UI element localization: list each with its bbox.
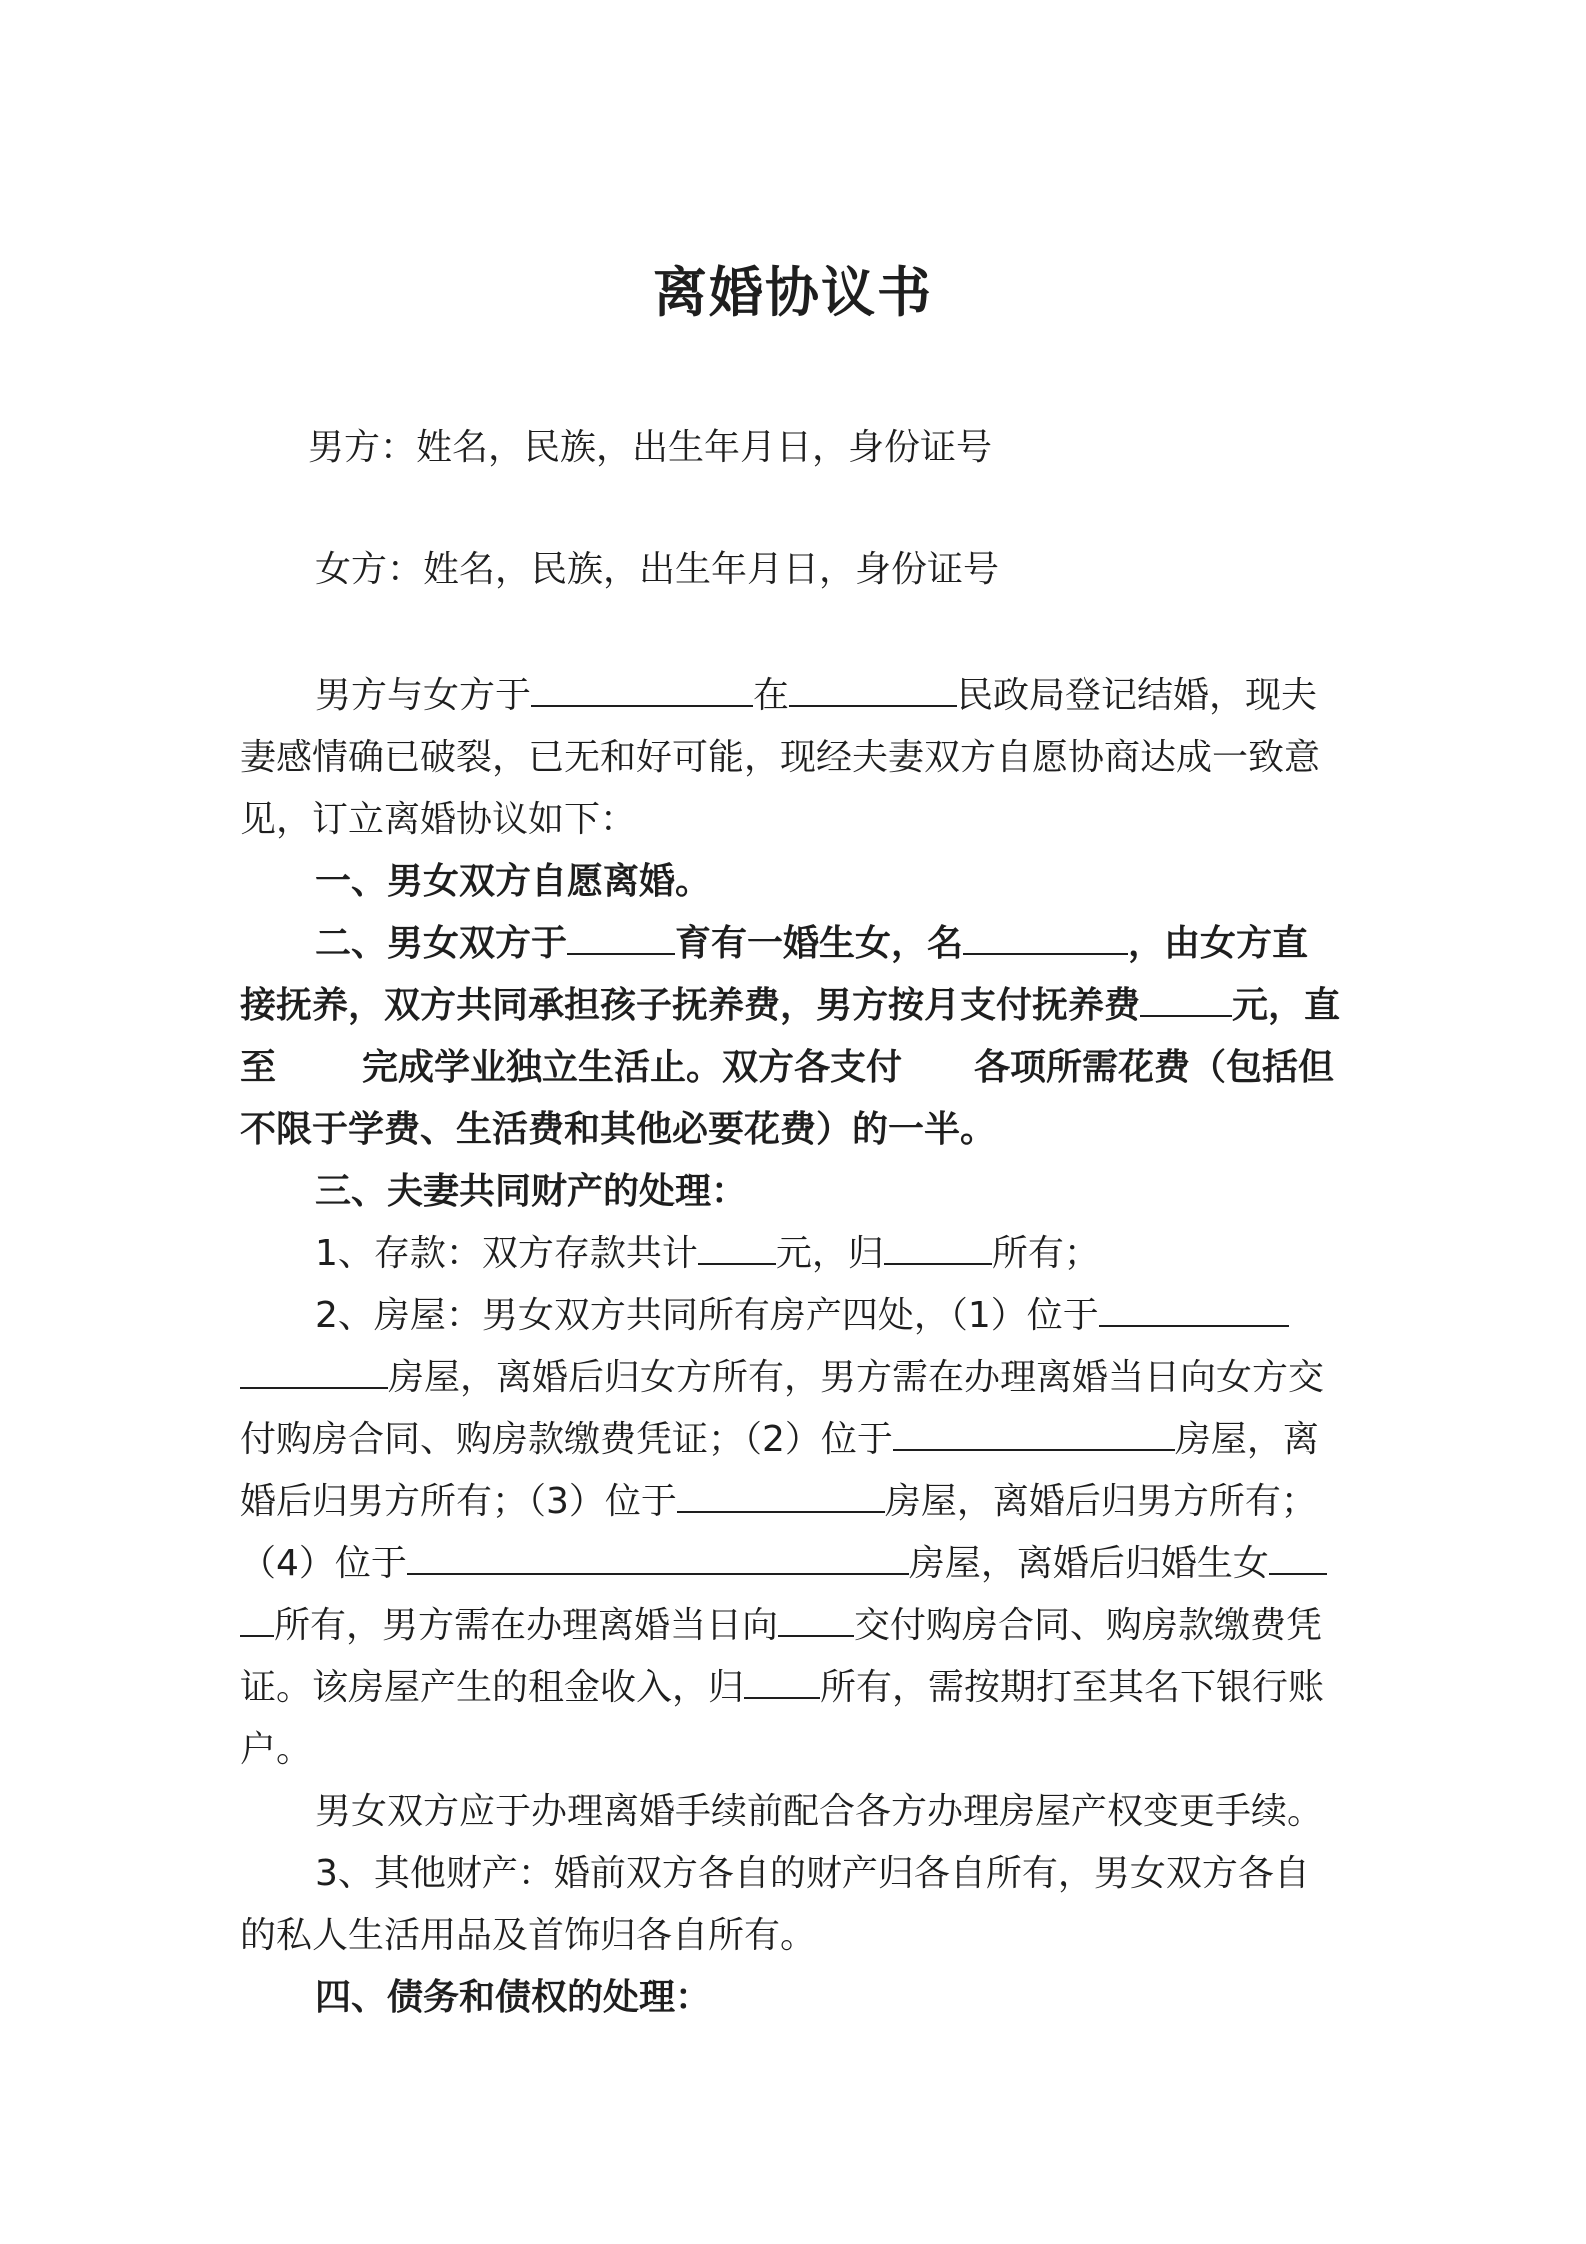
house-line-3 xyxy=(240,1410,1365,1470)
art2-text-d: 接抚养，双方共同承担孩子抚养费，男方按月支付抚养费 xyxy=(240,985,1141,1026)
house-text-5a: （4）位于 xyxy=(240,1543,407,1584)
house-line-8: 户。 xyxy=(240,1729,313,1770)
house-text-6a: 所有，男方需在办理离婚当日向 xyxy=(274,1605,779,1646)
house-2-location-blank[interactable] xyxy=(893,1411,1175,1451)
house-text-6b: 交付购房合同、购房款缴费凭 xyxy=(854,1605,1323,1646)
house-line-5 xyxy=(240,1534,1365,1594)
house-line-6 xyxy=(240,1596,1365,1656)
house-text-2: 房屋，离婚后归女方所有，男方需在办理离婚当日向女方交 xyxy=(388,1357,1325,1398)
house-text-7a: 证。该房屋产生的租金收入，归 xyxy=(240,1667,745,1708)
article-3-heading: 三、夫妻共同财产的处理： xyxy=(315,1171,748,1212)
deposit-line xyxy=(240,1224,1365,1284)
article-1: 一、男女双方自愿离婚。 xyxy=(315,861,712,902)
art2-text-a: 二、男女双方于 xyxy=(315,923,568,964)
male-party-line: 男方：姓名，民族，出生年月日，身份证号 xyxy=(308,427,993,468)
other-property-line-1: 3、其他财产：婚前双方各自的财产归各自所有，男女双方各自 xyxy=(315,1853,1310,1894)
house-4-recipient-blank[interactable] xyxy=(778,1597,854,1637)
registry-office-blank[interactable] xyxy=(789,667,957,707)
house-4-owner-blank-a[interactable] xyxy=(1269,1535,1327,1575)
house-4-owner-blank-b[interactable] xyxy=(240,1597,274,1637)
female-party-line: 女方：姓名，民族，出生年月日，身份证号 xyxy=(315,549,1000,590)
house-text-3a: 付购房合同、购房款缴费凭证；（2）位于 xyxy=(240,1419,893,1460)
marriage-date-blank[interactable] xyxy=(531,667,753,707)
intro-line-2: 妻感情确已破裂，已无和好可能，现经夫妻双方自愿协商达成一致意 xyxy=(240,737,1321,778)
house-1-location-blank-a[interactable] xyxy=(1099,1287,1289,1327)
article-2-line-2 xyxy=(240,976,1365,1036)
property-transfer-line: 男女双方应于办理离婚手续前配合各方办理房屋产权变更手续。 xyxy=(315,1791,1324,1832)
art2-text-f: 至 xyxy=(240,1047,277,1088)
house-1-location-blank-b[interactable] xyxy=(240,1349,388,1389)
house-4-location-blank[interactable] xyxy=(407,1535,909,1575)
house-line-1 xyxy=(240,1286,1365,1346)
deposit-text-b: 元，归 xyxy=(775,1233,884,1274)
article-2-line-4: 不限于学费、生活费和其他必要花费）的一半。 xyxy=(240,1109,997,1150)
house-text-1: 2、房屋：男女双方共同所有房产四处，（1）位于 xyxy=(315,1295,1099,1336)
art2-text-c: ，由女方直 xyxy=(1128,923,1309,964)
child-birth-date-blank[interactable] xyxy=(567,915,675,955)
deposit-amount-blank[interactable] xyxy=(698,1225,776,1265)
deposit-owner-blank[interactable] xyxy=(884,1225,992,1265)
house-line-4 xyxy=(240,1472,1365,1532)
intro-line-1 xyxy=(240,666,1365,726)
house-line-2 xyxy=(240,1348,1365,1408)
house-3-location-blank[interactable] xyxy=(677,1473,885,1513)
deposit-text-a: 1、存款：双方存款共计 xyxy=(315,1233,698,1274)
article-4-heading: 四、债务和债权的处理： xyxy=(315,1977,712,2018)
intro-text-b: 在 xyxy=(753,675,790,716)
house-text-5b: 房屋，离婚后归婚生女 xyxy=(908,1543,1269,1584)
article-2-line-1 xyxy=(240,914,1365,974)
document-title: 离婚协议书 xyxy=(653,261,933,324)
art2-text-g: 完成学业独立生活止。双方各支付 xyxy=(362,1047,903,1088)
article-2-line-3 xyxy=(240,1038,1365,1098)
house-text-3b: 房屋，离 xyxy=(1174,1419,1319,1460)
art2-text-b: 育有一婚生女，名 xyxy=(675,923,964,964)
house-text-4a: 婚后归男方所有；（3）位于 xyxy=(240,1481,677,1522)
other-property-line-2: 的私人生活用品及首饰归各自所有。 xyxy=(240,1915,817,1956)
house-text-7b: 所有，需按期打至其名下银行账 xyxy=(820,1667,1325,1708)
art2-text-h: 各项所需花费（包括但 xyxy=(974,1047,1335,1088)
intro-text-c: 民政局登记结婚，现夫 xyxy=(957,675,1318,716)
art2-text-e: 元，直 xyxy=(1232,985,1341,1026)
intro-line-3: 见，订立离婚协议如下： xyxy=(240,799,637,840)
rent-owner-blank[interactable] xyxy=(744,1659,820,1699)
deposit-text-c: 所有； xyxy=(991,1233,1100,1274)
support-amount-blank[interactable] xyxy=(1140,977,1232,1017)
house-text-4b: 房屋，离婚后归男方所有； xyxy=(884,1481,1317,1522)
child-name-blank[interactable] xyxy=(963,915,1128,955)
intro-text-a: 男方与女方于 xyxy=(315,675,532,716)
house-line-7 xyxy=(240,1658,1365,1718)
